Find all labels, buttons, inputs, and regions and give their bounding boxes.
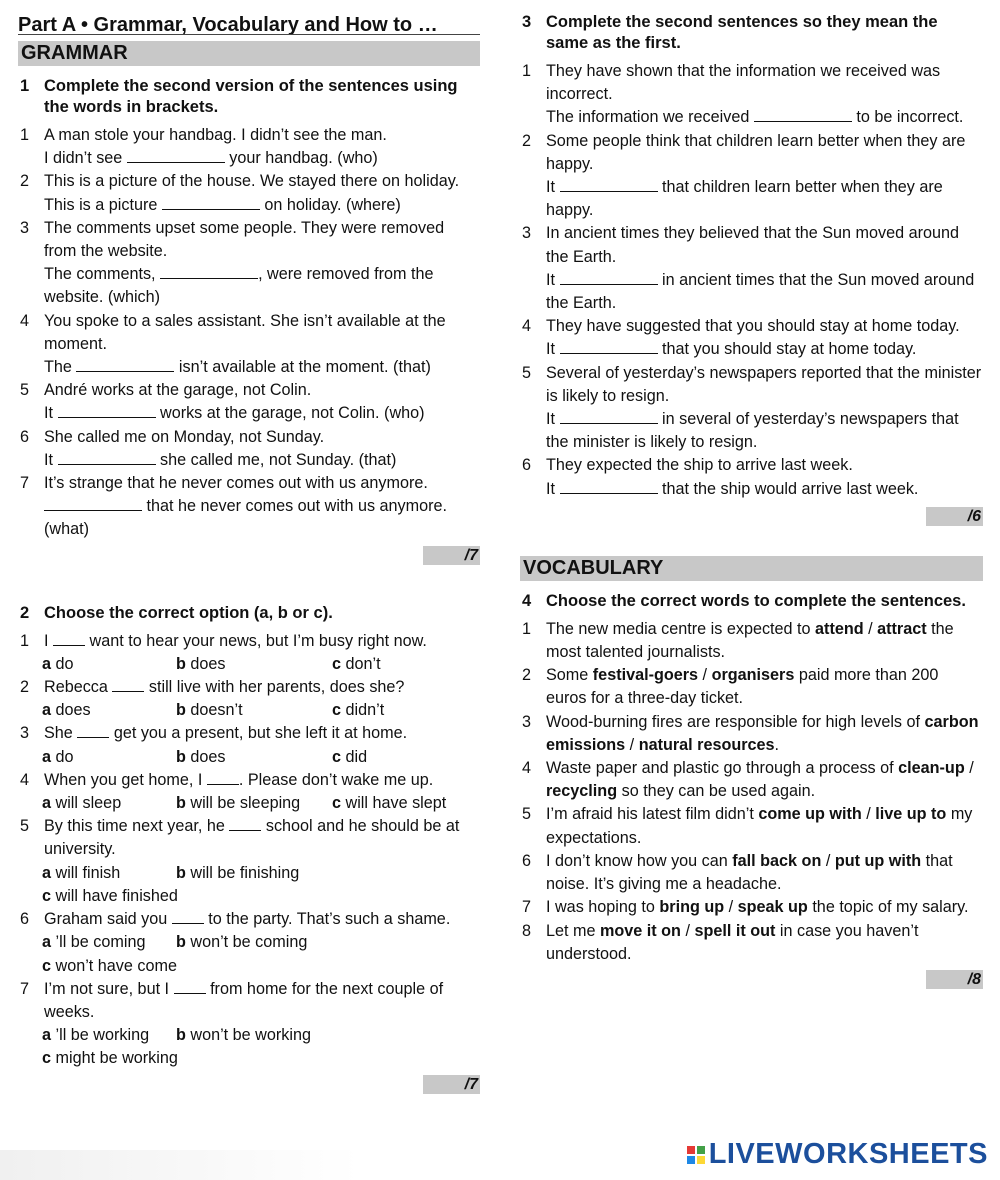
question-sentence: André works at the garage, not Colin. xyxy=(44,381,312,400)
word-choice-2[interactable]: speak up xyxy=(737,898,808,917)
sentence-end: in case you haven’t understood. xyxy=(546,921,919,963)
question-item xyxy=(18,426,480,472)
rewrite-start: The xyxy=(44,358,72,377)
answer-blank[interactable] xyxy=(560,338,658,354)
exercise-2-list xyxy=(18,630,480,1071)
answer-blank[interactable] xyxy=(174,978,206,994)
question-item xyxy=(520,222,983,315)
question-text-start: I xyxy=(44,631,49,650)
rewrite-line xyxy=(44,495,480,541)
exercise-3-list xyxy=(520,60,983,501)
option-a[interactable]: a does xyxy=(42,701,91,720)
option-c[interactable]: c didn’t xyxy=(332,701,385,720)
option-row xyxy=(18,885,480,908)
word-choice-1[interactable]: carbon emissions xyxy=(546,712,979,754)
option-a[interactable]: a ’ll be working xyxy=(42,1026,150,1045)
question-number: 2 xyxy=(20,172,30,191)
question-sentence: They expected the ship to arrive last week. xyxy=(546,456,853,475)
option-a[interactable]: a will finish xyxy=(42,863,121,882)
word-choice-2[interactable]: put up with xyxy=(834,851,922,870)
option-b[interactable]: b will be finishing xyxy=(176,863,300,882)
question-number: 4 xyxy=(522,759,532,778)
question-sentence: They have shown that the information we received was incorrect. xyxy=(546,62,941,104)
sentence-start: Let me xyxy=(546,921,596,940)
question-text-end: school and he should be at university. xyxy=(44,817,460,859)
option-row xyxy=(18,1047,480,1070)
option-row xyxy=(18,699,480,722)
option-b[interactable]: b won’t be working xyxy=(176,1026,311,1045)
option-a[interactable]: a do xyxy=(42,747,74,766)
answer-blank[interactable] xyxy=(53,630,85,646)
sentence-start: Some xyxy=(546,666,589,685)
option-row xyxy=(18,955,480,978)
question-item xyxy=(18,217,480,310)
question-item xyxy=(520,60,983,130)
exercise-2-instruction: 2 Choose the correct option (a, b or c). xyxy=(20,603,333,622)
rewrite-end: that the ship would arrive last week. xyxy=(662,479,919,498)
question-number: 6 xyxy=(522,851,532,870)
word-choice-2[interactable]: spell it out xyxy=(694,921,776,940)
question-sentence: In ancient times they believed that the Sun moved around the Earth. xyxy=(546,224,960,266)
vocabulary-heading: VOCABULARY xyxy=(520,556,983,581)
sentence-end: the topic of my salary. xyxy=(812,898,969,917)
question-item xyxy=(18,170,480,216)
question-text-start: She xyxy=(44,724,73,743)
question-item: 1 The new media centre is expected to attend / attract the most talented journalists. xyxy=(520,618,983,664)
question-item xyxy=(18,310,480,380)
word-choice-2[interactable]: organisers xyxy=(711,666,795,685)
rewrite-line xyxy=(546,408,983,454)
answer-blank[interactable] xyxy=(754,106,852,122)
question-item: 4 Waste paper and plastic go through a process of clean-up / recycling so they can be used again. xyxy=(520,757,983,803)
question-number: 6 xyxy=(522,456,532,475)
question-text-end: get you a present, but she left it at home. xyxy=(113,724,408,743)
option-c[interactable]: c won’t have come xyxy=(42,956,177,975)
question-text-start: When you get home, I xyxy=(44,770,203,789)
question-item: 7 I was hoping to bring up / speak up the topic of my salary. xyxy=(520,896,983,919)
question-number: 2 xyxy=(522,666,532,685)
rewrite-end: to be incorrect. xyxy=(856,108,964,127)
question-item xyxy=(520,454,983,500)
sentence-start: Wood-burning fires are responsible for high levels of xyxy=(546,712,921,731)
question-number: 1 xyxy=(20,126,30,144)
option-row xyxy=(18,653,480,676)
right-column xyxy=(520,0,983,989)
question-number: 1 xyxy=(522,619,532,638)
question-text-end: still live with her parents, does she? xyxy=(148,678,405,697)
rewrite-end: your handbag. (who) xyxy=(229,149,378,168)
answer-blank[interactable] xyxy=(172,908,204,924)
exercise-1-list xyxy=(18,124,480,542)
question-sentence: It’s strange that he never comes out with us anymore. xyxy=(44,474,428,493)
sentence-end: . xyxy=(774,735,780,754)
question-number: 3 xyxy=(522,224,532,243)
rewrite-start: It xyxy=(44,404,53,423)
question-number: 3 xyxy=(20,724,30,743)
rewrite-end: that he never comes out with us anymore. (what) xyxy=(44,497,448,539)
answer-blank[interactable] xyxy=(207,769,239,785)
question-number: 6 xyxy=(20,910,30,929)
question-number: 4 xyxy=(522,317,532,336)
question-item xyxy=(18,722,480,745)
question-text-end: from home for the next couple of weeks. xyxy=(44,979,444,1021)
question-number: 5 xyxy=(20,381,30,400)
question-number: 4 xyxy=(20,311,30,330)
rewrite-start: I didn’t see xyxy=(44,149,123,168)
question-item xyxy=(18,676,480,699)
rewrite-line xyxy=(44,402,480,425)
word-choice-2[interactable]: recycling xyxy=(546,782,618,801)
question-item xyxy=(18,124,480,170)
option-a[interactable]: a will sleep xyxy=(42,794,122,813)
sentence-start: I don’t know how you can xyxy=(546,851,728,870)
rewrite-line xyxy=(546,338,983,361)
question-number: 7 xyxy=(20,979,30,998)
sentence-end: that noise. It’s giving me a headache. xyxy=(546,851,953,894)
option-row xyxy=(18,862,480,885)
rewrite-start: It xyxy=(546,340,555,359)
answer-blank[interactable] xyxy=(560,408,658,424)
question-number: 2 xyxy=(522,131,532,150)
question-item xyxy=(520,362,983,455)
rewrite-start: The information we received xyxy=(546,108,750,127)
answer-blank[interactable] xyxy=(77,722,109,738)
question-number: 1 xyxy=(20,631,30,650)
question-item: 2 Some festival-goers / organisers paid more than 200 euros for a three-day ticket. xyxy=(520,664,983,710)
question-number: 4 xyxy=(20,770,30,789)
rewrite-line xyxy=(546,478,983,501)
question-item xyxy=(520,315,983,361)
page-shadow xyxy=(0,1150,360,1180)
question-number: 5 xyxy=(20,817,30,836)
option-c[interactable]: c will have slept xyxy=(332,794,447,813)
rewrite-end: that children learn better when they are happy. xyxy=(546,178,943,220)
word-choice-1[interactable]: clean-up xyxy=(898,759,965,778)
answer-blank[interactable] xyxy=(162,194,260,210)
word-choice-1[interactable]: festival-goers xyxy=(592,666,699,685)
page-title: Part A • Grammar, Vocabulary and How to … xyxy=(18,0,480,35)
rewrite-start: This is a picture xyxy=(44,195,158,214)
sentence-end: so they can be used again. xyxy=(621,782,816,801)
question-item xyxy=(18,472,480,542)
sentence-end: paid more than 200 euros for a three-day ticket. xyxy=(546,666,939,708)
answer-blank[interactable] xyxy=(560,478,658,494)
sentence-start: Waste paper and plastic go through a process of xyxy=(546,759,894,778)
question-number: 7 xyxy=(522,898,532,917)
question-item xyxy=(18,769,480,792)
question-sentence: Some people think that children learn better when they are happy. xyxy=(546,131,966,173)
answer-blank[interactable] xyxy=(76,356,174,372)
sentence-end: the most talented journalists. xyxy=(546,619,954,662)
sentence-end: my expectations. xyxy=(546,805,973,847)
option-row xyxy=(18,792,480,815)
question-item xyxy=(18,908,480,931)
answer-blank[interactable] xyxy=(112,676,144,692)
question-sentence: She called me on Monday, not Sunday. xyxy=(44,427,325,446)
option-a[interactable]: a do xyxy=(42,654,74,673)
answer-blank[interactable] xyxy=(58,402,156,418)
rewrite-line xyxy=(44,356,480,379)
question-number: 3 xyxy=(20,218,30,237)
rewrite-start: It xyxy=(546,479,555,498)
rewrite-line xyxy=(546,176,983,222)
rewrite-end: in several of yesterday’s newspapers that the minister is likely to resign. xyxy=(546,410,959,452)
word-choice-2[interactable]: natural resources xyxy=(638,735,775,754)
answer-blank[interactable] xyxy=(229,815,261,831)
rewrite-end: in ancient times that the Sun moved around the Earth. xyxy=(546,270,975,313)
rewrite-line xyxy=(44,263,480,309)
rewrite-line xyxy=(44,194,480,217)
option-b[interactable]: b doesn’t xyxy=(176,701,243,720)
sentence-start: The new media centre is expected to xyxy=(546,619,811,638)
question-sentence: You spoke to a sales assistant. She isn’t available at the moment. xyxy=(44,311,446,353)
sentence-start: I was hoping to xyxy=(546,898,655,917)
rewrite-start: It xyxy=(44,450,53,469)
exercise-4-instruction: 4 Choose the correct words to complete the sentences. xyxy=(522,591,966,610)
rewrite-start: It xyxy=(546,270,555,289)
question-text-end: . Please don’t wake me up. xyxy=(238,770,434,789)
word-choice-1[interactable]: move it on xyxy=(600,921,681,940)
question-sentence: The comments upset some people. They were removed from the website. xyxy=(44,218,445,261)
question-number: 8 xyxy=(522,921,532,940)
rewrite-line xyxy=(546,106,983,129)
question-text-start: By this time next year, he xyxy=(44,817,225,836)
rewrite-start: The comments, xyxy=(44,265,156,284)
logo-squares-icon xyxy=(687,1146,705,1164)
exercise-4-list xyxy=(520,618,983,966)
word-choice-1[interactable]: attend xyxy=(815,619,864,638)
question-sentence: This is a picture of the house. We stayed there on holiday. xyxy=(44,172,460,191)
rewrite-end: works at the garage, not Colin. (who) xyxy=(160,404,425,423)
option-b[interactable]: b does xyxy=(176,747,226,766)
sentence-start: I’m afraid his latest film didn’t xyxy=(546,805,754,824)
word-choice-1[interactable]: bring up xyxy=(659,898,725,917)
option-a[interactable]: a ’ll be coming xyxy=(42,933,146,952)
question-item xyxy=(520,130,983,223)
question-item xyxy=(18,978,480,1024)
word-choice-1[interactable]: come up with xyxy=(758,805,862,824)
question-text-start: I’m not sure, but I xyxy=(44,979,170,998)
option-c[interactable]: c did xyxy=(332,747,368,766)
question-number: 1 xyxy=(522,62,532,80)
question-number: 2 xyxy=(20,678,30,697)
question-item: 3 Wood-burning fires are responsible for high levels of carbon emissions / natural resources. xyxy=(520,711,983,757)
question-item xyxy=(18,630,480,653)
question-sentence: Several of yesterday’s newspapers reported that the minister is likely to resign. xyxy=(546,363,982,405)
rewrite-line xyxy=(44,147,480,170)
option-row xyxy=(18,746,480,769)
rewrite-line xyxy=(546,269,983,315)
option-c[interactable]: c don’t xyxy=(332,654,381,673)
question-text-end: want to hear your news, but I’m busy right now. xyxy=(89,631,427,650)
question-text-start: Rebecca xyxy=(44,678,108,697)
rewrite-end: , were removed from the website. (which) xyxy=(44,265,434,307)
answer-blank[interactable] xyxy=(560,269,658,285)
question-sentence: They have suggested that you should stay at home today. xyxy=(546,317,960,336)
question-number: 6 xyxy=(20,427,30,446)
option-row xyxy=(18,931,480,954)
question-sentence: A man stole your handbag. I didn’t see the man. xyxy=(44,126,387,144)
option-b[interactable]: b will be sleeping xyxy=(176,794,301,813)
exercise-1-instruction: 1 Complete the second version of the sentences using the words in brackets. xyxy=(20,77,458,116)
option-b[interactable]: b does xyxy=(176,654,226,673)
word-choice-1[interactable]: fall back on xyxy=(732,851,822,870)
answer-blank[interactable] xyxy=(58,449,156,465)
question-number: 5 xyxy=(522,805,532,824)
grammar-heading: GRAMMAR xyxy=(18,41,480,66)
answer-blank[interactable] xyxy=(560,176,658,192)
question-item xyxy=(18,379,480,425)
option-c[interactable]: c might be working xyxy=(42,1049,178,1068)
rewrite-end: that you should stay at home today. xyxy=(662,340,917,359)
question-item: 8 Let me move it on / spell it out in case you haven’t understood. xyxy=(520,920,983,966)
word-choice-2[interactable]: attract xyxy=(877,619,927,638)
liveworksheets-logo: LIVEWORKSHEETS xyxy=(687,1138,988,1171)
option-row xyxy=(18,1024,480,1047)
exercise-1-score: /7 xyxy=(423,546,480,565)
rewrite-start: It xyxy=(546,178,555,197)
answer-blank[interactable] xyxy=(160,263,258,279)
exercise-2-score: /7 xyxy=(423,1075,480,1094)
rewrite-end: she called me, not Sunday. (that) xyxy=(160,450,397,469)
answer-blank[interactable] xyxy=(127,147,225,163)
question-number: 5 xyxy=(522,363,532,382)
question-number: 3 xyxy=(522,712,532,731)
exercise-4-score: /8 xyxy=(926,970,983,989)
question-number: 7 xyxy=(20,474,30,493)
question-text-end: to the party. That’s such a shame. xyxy=(208,910,451,929)
question-item xyxy=(18,815,480,861)
option-c[interactable]: c will have finished xyxy=(42,886,178,905)
option-b[interactable]: b won’t be coming xyxy=(176,933,308,952)
rewrite-line xyxy=(44,449,480,472)
exercise-3-instruction: 3 Complete the second sentences so they mean the same as the first. xyxy=(522,13,938,52)
question-item: 6 I don’t know how you can fall back on / put up with that noise. It’s giving me a headache. xyxy=(520,850,983,896)
rewrite-end: on holiday. (where) xyxy=(264,195,401,214)
exercise-3-score: /6 xyxy=(926,507,983,526)
question-text-start: Graham said you xyxy=(44,910,168,929)
answer-blank[interactable] xyxy=(44,495,142,511)
rewrite-start: It xyxy=(546,410,555,429)
rewrite-end: isn’t available at the moment. (that) xyxy=(178,358,431,377)
word-choice-2[interactable]: live up to xyxy=(875,805,947,824)
question-item: 5 I’m afraid his latest film didn’t come up with / live up to my expectations. xyxy=(520,803,983,849)
left-column xyxy=(18,0,480,1094)
